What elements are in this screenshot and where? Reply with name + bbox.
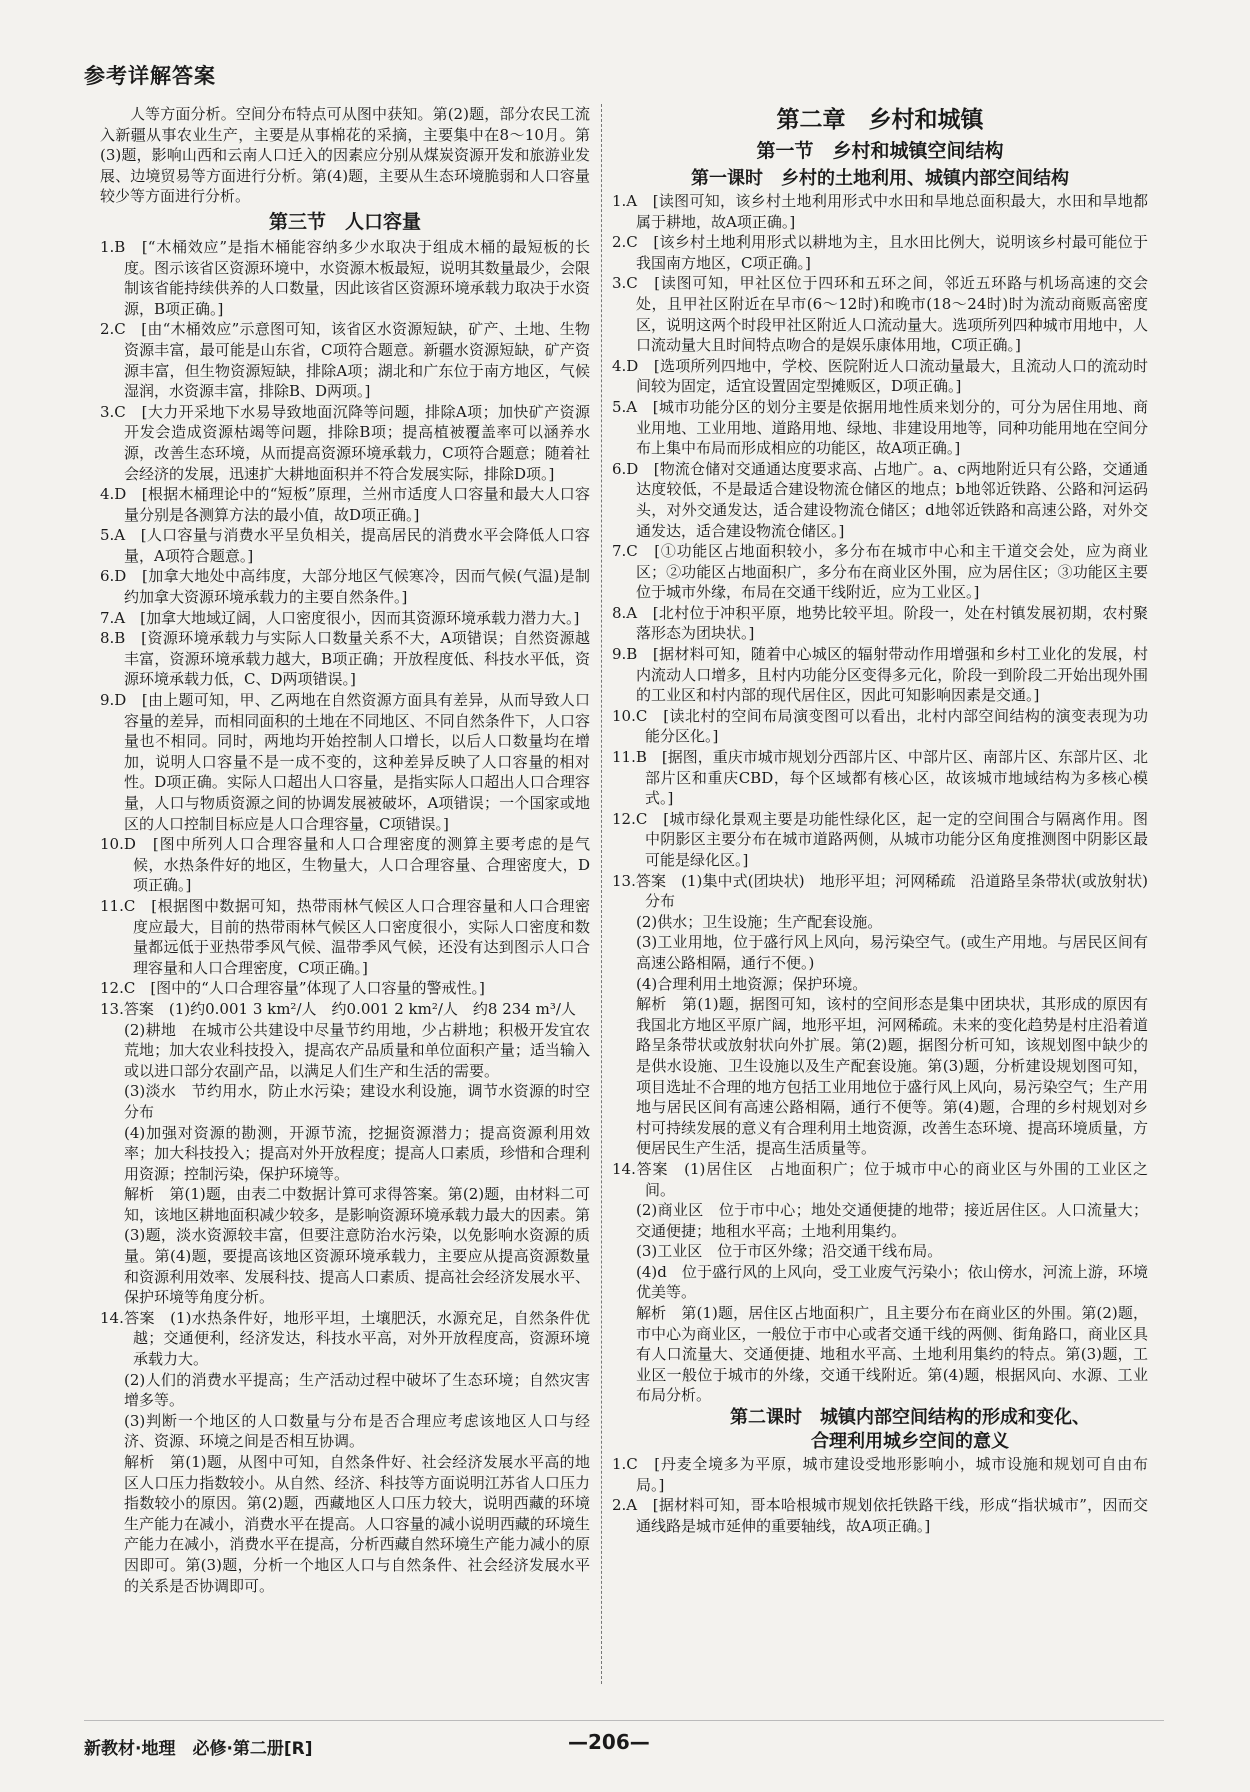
answer-item: 3.C [读图可知，甲社区位于四环和五环之间，邻近五环路与机场高速的交会处，且甲社区附近在早市(6～12时)和晚市(18～24时)时为流动商贩高密度区，说明这两个时段甲社区附近人口流动量大。选项所列四种城市用地中，人口流动量大且时间特点吻合的是娱乐康体用地，C项正确。] bbox=[612, 274, 1148, 355]
lesson2-title-line2: 合理利用城乡空间的意义 bbox=[811, 1431, 1009, 1453]
q13-answer-part: (4)合理利用土地资源；保护环境。 bbox=[636, 974, 868, 993]
lesson1-title: 第一课时 乡村的土地利用、城镇内部空间结构 bbox=[691, 168, 1069, 189]
answer-item: 8.A [北村位于冲积平原，地势比较平坦。阶段一，处在村镇发展初期，农村聚落形态为团块状。] bbox=[612, 603, 1148, 643]
answer-item: 2.C [该乡村土地利用形式以耕地为主，且水田比例大，说明该乡村最可能位于我国南方地区，C项正确。] bbox=[612, 233, 1148, 272]
q13-answer-part: (4)加强对资源的勘测，开源节流，挖掘资源潜力；提高资源利用效率；加大科技投入；提高对外开放程度；提高人口素质，珍惜和合理利用资源；控制污染，保护环境等。 bbox=[124, 1123, 590, 1183]
book-title: 新教材·地理 必修·第二册[R] bbox=[84, 1739, 313, 1759]
answer-item: 7.C [①功能区占地面积较小，多分布在城市中心和主干道交会处，应为商业区；②功能区占地面积广，多分布在商业区外围，应为居住区；③功能区主要位于城市外缘，布局在交通干线附近，应为工业区。] bbox=[612, 542, 1148, 602]
q13-answer: 13.答案 (1)约0.001 3 km²/人 约0.001 2 km²/人 约8 234 m³/人 bbox=[100, 999, 576, 1018]
answer-item: 1.B [“木桶效应”是指木桶能容纳多少水取决于组成木桶的最短板的长度。图示该省区资源环境中，水资源木板最短，说明其数量最少，会限制该省能持续供养的人口数量，因此该省区资源环境承载力取决于水资源，B项正确。] bbox=[100, 237, 590, 318]
answer-item: 6.D [物流仓储对交通通达度要求高、占地广。a、c两地附近只有公路，交通通达度较低，不是最适合建设物流仓储区的地点；b地邻近铁路、公路和河运码头，对外交通发达，适合建设物流仓储区；d地邻近铁路和高速公路，对外交通发达，适合建设物流仓储区。] bbox=[612, 459, 1148, 540]
q13-answer-part: (3)工业用地，位于盛行风上风向，易污染空气。(或生产用地。与居民区间有高速公路相隔，通行不便。) bbox=[636, 933, 1148, 972]
q13-answer-part: (2)供水；卫生设施；生产配套设施。 bbox=[636, 912, 883, 931]
left-column bbox=[100, 104, 590, 1596]
q13-analysis: 解析 第(1)题，据图可知，该村的空间形态是集中团块状，其形成的原因有我国北方地区平原广阔，地形平坦，河网稀疏。未来的变化趋势是村庄沿着道路呈条带状或放射状向外扩展。第(2)题，据图分析可知，该规划图中缺少的是供水设施、卫生设施以及生产配套设施。第(3)题，分析建设规划图可知，项目选址不合理的地方包括工业用地位于盛行风上风向，易污染空气；生产用地与居民区间有高速公路相隔，通行不便等。第(4)题，合理的乡村规划对乡村可持续发展的意义有合理利用土地资源，改善生态环境、提高环境质量，方便居民生产生活，提高生活质量等。 bbox=[636, 995, 1148, 1158]
answer-item: 9.B [据材料可知，随着中心城区的辐射带动作用增强和乡村工业化的发展，村内流动人口增多，且村内功能分区变得多元化，阶段一到阶段二开始出现外围的工业区和村内部的现代居住区，因此可知影响因素是交通。] bbox=[612, 645, 1148, 705]
answer-item: 4.D [选项所列四地中，学校、医院附近人口流动量最大，且流动人口的流动时间较为固定，适宜设置固定型摊贩区，D项正确。] bbox=[612, 356, 1148, 396]
answer-item: 2.C [由“木桶效应”示意图可知，该省区水资源短缺，矿产、土地、生物资源丰富，最可能是山东省，C项符合题意。新疆水资源短缺，矿产资源丰富，但生物资源短缺，排除A项；湖北和广东位于南方地区，气候湿润，水资源丰富，排除B、D两项。] bbox=[100, 320, 590, 401]
answer-item: 7.A [加拿大地域辽阔，人口密度很小，因而其资源环境承载力潜力大。] bbox=[100, 608, 580, 627]
q14-answer-part: (2)商业区 位于市中心；地处交通便捷的地带；接近居住区。人口流量大；交通便捷；地租水平高；土地利用集约。 bbox=[636, 1201, 1148, 1240]
answer-item: 9.D [由上题可知，甲、乙两地在自然资源方面具有差异，从而导致人口容量的差异，而相同面积的土地在不同地区、不同自然条件下，人口容量也不相同。同时，两地均开始控制人口增长，以后人口数量均在增加，说明人口容量不是一成不变的，这种差异反映了人口容量的相对性。D项正确。实际人口超出人口容量，是指实际人口超出人口合理容量，人口与物质资源之间的协调发展被破坏，A项错误；一个国家或地区的人口控制目标应是人口合理容量，C项错误。] bbox=[100, 691, 590, 833]
section3-title: 第三节 人口容量 bbox=[268, 210, 421, 233]
q13-answer-part: (3)淡水 节约用水，防止水污染；建设水利设施，调节水资源的时空分布 bbox=[124, 1082, 590, 1121]
q14-answer-part: (2)人们的消费水平提高；生产活动过程中破坏了生态环境；自然灾害增多等。 bbox=[124, 1370, 590, 1410]
answer-item: 12.C [图中的“人口合理容量”体现了人口容量的警戒性。] bbox=[100, 979, 485, 998]
answer-item: 10.C [读北村的空间布局演变图可以看出，北村内部空间结构的演变表现为功能分区化。] bbox=[612, 706, 1148, 746]
answer-item: 3.C [大力开采地下水易导致地面沉降等问题，排除A项；加快矿产资源开发会造成资源枯竭等问题，排除B项；提高植被覆盖率可以涵养水源，改善生态环境，从而提高资源环境承载力，C项符合题意；随着社会经济的发展，迅速扩大耕地面积并不符合发展实际，排除D项。] bbox=[100, 402, 590, 483]
lesson2-title-line1: 第二课时 城镇内部空间结构的形成和变化、 bbox=[730, 1407, 1090, 1429]
answer-item: 2.A [据材料可知，哥本哈根城市规划依托铁路干线，形成“指状城市”，因而交通线路是城市延伸的重要轴线，故A项正确。] bbox=[612, 1496, 1148, 1535]
right-column bbox=[612, 104, 1148, 1536]
q14-answer: 14.答案 (1)居住区 占地面积广；位于城市中心的商业区与外围的工业区之间。 bbox=[612, 1159, 1148, 1199]
answer-item: 11.C [根据图中数据可知，热带雨林气候区人口合理容量和人口合理密度应最大，目前的热带雨林气候区人口密度很小，实际人口密度和数量都远低于亚热带季风气候、温带季风气候，还没有达到图示人口合理容量和人口合理密度，C项正确。] bbox=[100, 896, 590, 977]
q14-answer: 14.答案 (1)水热条件好，地形平坦，土壤肥沃，水源充足，自然条件优越；交通便利，经济发达，科技水平高，对外开放程度高，资源环境承载力大。 bbox=[100, 1308, 590, 1369]
column-divider bbox=[601, 104, 602, 1684]
q14-analysis: 解析 第(1)题，从图中可知，自然条件好、社会经济发展水平高的地区人口压力指数较小。从自然、经济、科技等方面说明江苏省人口压力指数较小的原因。第(2)题，西藏地区人口压力较大，说明西藏的环境生产能力在减小，消费水平在提高。人口容量的减小说明西藏的环境生产能力在减小，消费水平在提高，分析西藏自然环境生产能力减小的原因即可。第(3)题，分析一个地区人口与自然条件、社会经济发展水平的关系是否协调即可。 bbox=[124, 1453, 590, 1595]
intro-paragraph: 人等方面分析。空间分布特点可从图中获知。第(2)题，部分农民工流入新疆从事农业生产，主要是从事棉花的采摘，主要集中在8～10月。第(3)题，影响山西和云南人口迁入的因素应分别从煤炭资源开发和旅游业发展、边境贸易等方面进行分析。第(4)题，主要从生态环境脆弱和人口容量较少等方面进行分析。 bbox=[100, 105, 590, 206]
q13-analysis: 解析 第(1)题，由表二中数据计算可求得答案。第(2)题，由材料二可知，该地区耕地面积减少较多，是影响资源环境承载力最大的因素。第(3)题，淡水资源较丰富，但要注意防治水污染，以免影响水资源的质量。第(4)题，要提高该地区资源环境承载力，主要应从提高资源数量和资源利用效率、发展科技、提高人口素质、提高社会经济发展水平、保护环境等角度分析。 bbox=[124, 1185, 590, 1307]
answer-item: 12.C [城市绿化景观主要是功能性绿化区，起一定的空间围合与隔离作用。图中阴影区主要分布在城市道路两侧，从城市功能分区角度推测图中阴影区最可能是绿化区。] bbox=[612, 809, 1148, 869]
chapter-title: 第二章 乡村和城镇 bbox=[776, 107, 984, 133]
answer-item: 8.B [资源环境承载力与实际人口数量关系不大，A项错误；自然资源越丰富，资源环境承载力越大，B项正确；开放程度低、科技水平低，资源环境承载力低，C、D两项错误。] bbox=[100, 629, 590, 689]
q13-answer-part: (2)耕地 在城市公共建设中尽量节约用地，少占耕地；积极开发宜农荒地；加大农业科技投入，提高农产品质量和单位面积产量；适当输入或以进口部分农副产品，以满足人们生产和生活的需要。 bbox=[124, 1020, 590, 1080]
answer-item: 1.A [读图可知，该乡村土地利用形式中水田和旱地总面积最大，水田和旱地都属于耕地，故A项正确。] bbox=[612, 192, 1148, 231]
page-header: 参考详解答案 bbox=[84, 64, 216, 88]
answer-item: 5.A [城市功能分区的划分主要是依据用地性质来划分的，可分为居住用地、商业用地、工业用地、道路用地、绿地、非建设用地等，同种功能用地在空间分布上集中布局而形成相应的功能区，故A项正确。] bbox=[612, 397, 1148, 458]
q14-answer-part: (3)判断一个地区的人口数量与分布是否合理应考虑该地区人口与经济、资源、环境之间是否相互协调。 bbox=[124, 1411, 590, 1451]
q13-answer: 13.答案 (1)集中式(团块状) 地形平坦；河网稀疏 沿道路呈条带状(或放射状)分布 bbox=[612, 871, 1148, 911]
answer-item: 10.D [图中所列人口合理容量和人口合理密度的测算主要考虑的是气候，水热条件好的地区，生物量大，人口合理容量、合理密度大，D项正确。] bbox=[100, 835, 590, 895]
footer-rule bbox=[84, 1720, 1164, 1721]
page-number: —206— bbox=[568, 1730, 650, 1754]
q14-answer-part: (3)工业区 位于市区外缘；沿交通干线布局。 bbox=[636, 1242, 943, 1261]
section1-title: 第一节 乡村和城镇空间结构 bbox=[756, 140, 1004, 162]
answer-item: 4.D [根据木桶理论中的“短板”原理，兰州市适度人口容量和最大人口容量分别是各测算方法的最小值，故D项正确。] bbox=[100, 485, 590, 524]
answer-item: 1.C [丹麦全境多为平原，城市建设受地形影响小，城市设施和规划可自由布局。] bbox=[612, 1455, 1148, 1494]
answer-item: 6.D [加拿大地处中高纬度，大部分地区气候寒冷，因而气候(气温)是制约加拿大资源环境承载力的主要自然条件。] bbox=[100, 567, 590, 607]
q14-answer-part: (4)d 位于盛行风的上风向，受工业废气污染小；依山傍水，河流上游，环境优美等。 bbox=[636, 1262, 1148, 1302]
answer-item: 11.B [据图，重庆市城市规划分西部片区、中部片区、南部片区、东部片区、北部片区和重庆CBD，每个区域都有核心区，故该城市地域结构为多核心模式。] bbox=[612, 748, 1148, 808]
q14-analysis: 解析 第(1)题，居住区占地面积广，且主要分布在商业区的外围。第(2)题，市中心为商业区，一般位于市中心或者交通干线的两侧、街角路口，商业区具有人口流量大、交通便捷、地租水平高、土地利用集约的特点。第(3)题，工业区一般位于城市的外缘，交通干线附近。第(4)题，根据风向、水源、工业布局分析。 bbox=[636, 1304, 1148, 1405]
answer-item: 5.A [人口容量与消费水平呈负相关，提高居民的消费水平会降低人口容量，A项符合题意。] bbox=[100, 526, 590, 565]
